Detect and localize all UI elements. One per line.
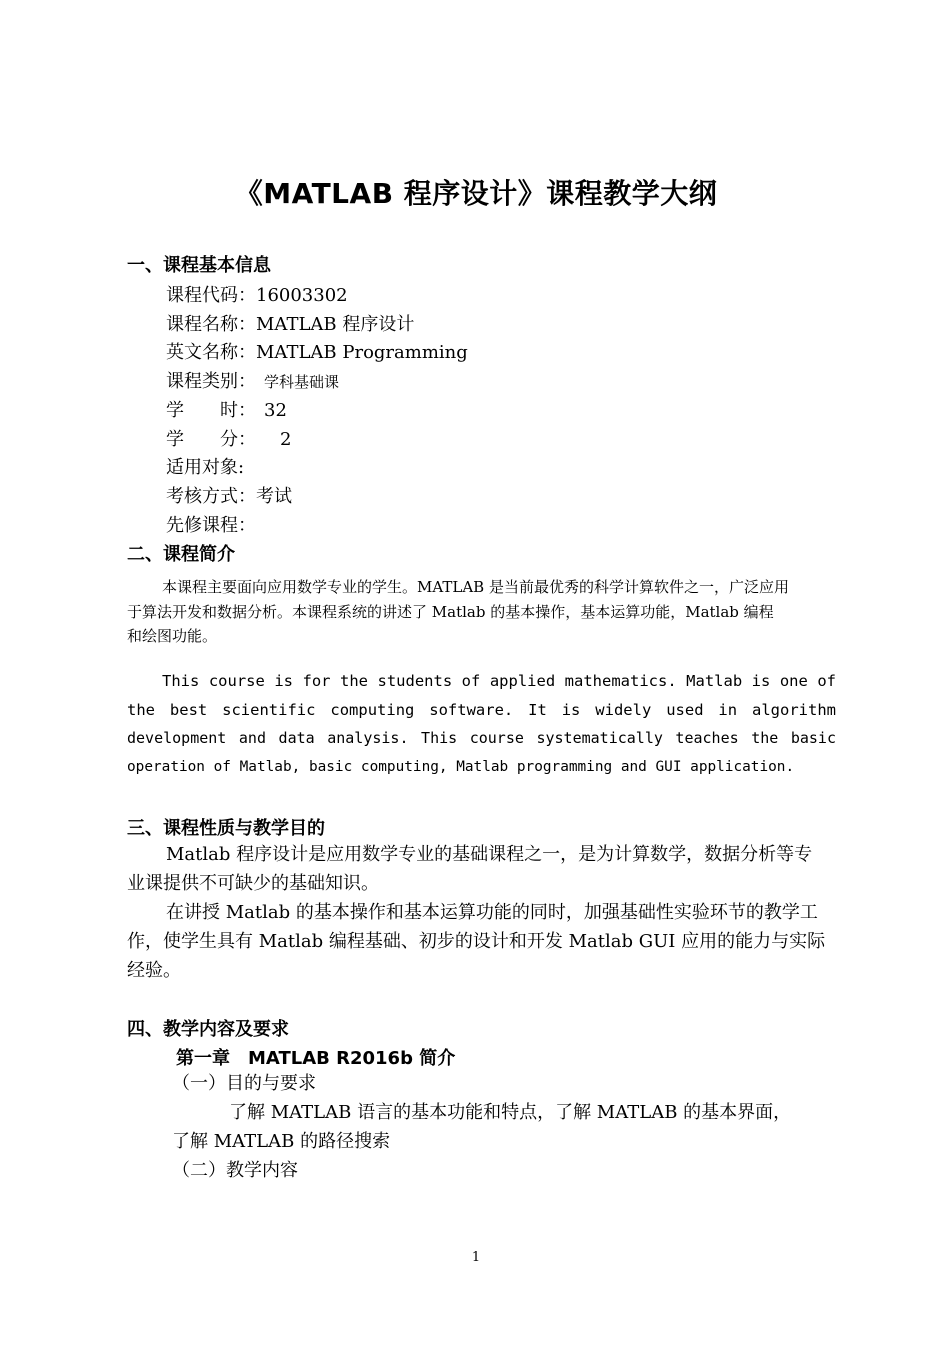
info-value: 2 (280, 429, 292, 450)
intro-en-line: operation of Matlab, basic computing, Matlab programming and GUI application. (127, 759, 795, 775)
info-prerequisites (166, 511, 256, 537)
info-label: 课程代码： (166, 285, 256, 306)
info-label: 学 时： (166, 400, 256, 421)
document-title: 《MATLAB 程序设计》课程教学大纲 (234, 177, 718, 210)
intro-zh-line: 和绘图功能。 (127, 627, 218, 645)
info-course-category (166, 367, 339, 393)
intro-en-line: development and data analysis. This course systematically teaches the basic (127, 729, 836, 747)
info-credits (166, 425, 291, 451)
section-heading-content-requirements: 四、教学内容及要求 (127, 1019, 289, 1040)
info-assessment (166, 482, 292, 508)
purpose-line: 业课提供不可缺少的基础知识。 (127, 873, 379, 894)
objectives-line: 了解 MATLAB 的路径搜索 (172, 1131, 391, 1152)
intro-en-line: the best scientific computing software. It is widely used in algorithm (127, 701, 836, 719)
info-value: MATLAB 程序设计 (256, 314, 415, 335)
info-value: 考试 (256, 486, 292, 507)
info-label: 课程类别： (166, 371, 256, 392)
info-course-code (166, 281, 348, 307)
info-label: 课程名称： (166, 314, 256, 335)
section-heading-nature-purpose: 三、课程性质与教学目的 (127, 818, 325, 839)
subheading-content: （二）教学内容 (172, 1160, 298, 1181)
info-value: 16003302 (256, 285, 348, 306)
section-heading-basic-info: 一、课程基本信息 (127, 255, 271, 276)
info-english-name (166, 338, 468, 364)
purpose-line: Matlab 程序设计是应用数学专业的基础课程之一，是为计算数学，数据分析等专 (166, 844, 813, 865)
info-value: 学科基础课 (264, 373, 340, 391)
purpose-line: 经验。 (127, 960, 181, 981)
info-label: 考核方式： (166, 486, 256, 507)
info-target-audience (166, 453, 244, 479)
section-heading-introduction: 二、课程简介 (127, 544, 235, 565)
purpose-line: 作，使学生具有 Matlab 编程基础、初步的设计和开发 Matlab GUI 应用的能力与实际 (127, 931, 826, 952)
info-value: MATLAB Programming (256, 342, 468, 363)
page-number: 1 (471, 1250, 481, 1265)
chapter-heading: 第一章 MATLAB R2016b 简介 (176, 1048, 456, 1069)
objectives-line: 了解 MATLAB 语言的基本功能和特点，了解 MATLAB 的基本界面， (229, 1102, 792, 1123)
intro-en-line: This course is for the students of applied mathematics. Matlab is one of (162, 672, 836, 690)
info-label: 学 分： (166, 429, 256, 450)
info-course-name (166, 310, 414, 336)
info-label: 先修课程： (166, 515, 256, 536)
info-label: 适用对象: (166, 457, 245, 478)
info-label: 英文名称： (166, 342, 256, 363)
intro-zh-line: 本课程主要面向应用数学专业的学生。MATLAB 是当前最优秀的科学计算软件之一，广泛应用 (162, 578, 789, 596)
info-value: 32 (264, 400, 287, 421)
info-hours (166, 396, 287, 422)
subheading-objectives: （一）目的与要求 (172, 1073, 316, 1094)
purpose-line: 在讲授 Matlab 的基本操作和基本运算功能的同时，加强基础性实验环节的教学工 (166, 902, 818, 923)
intro-zh-line: 于算法开发和数据分析。本课程系统的讲述了 Matlab 的基本操作，基本运算功能，Matlab 编程 (127, 603, 774, 621)
